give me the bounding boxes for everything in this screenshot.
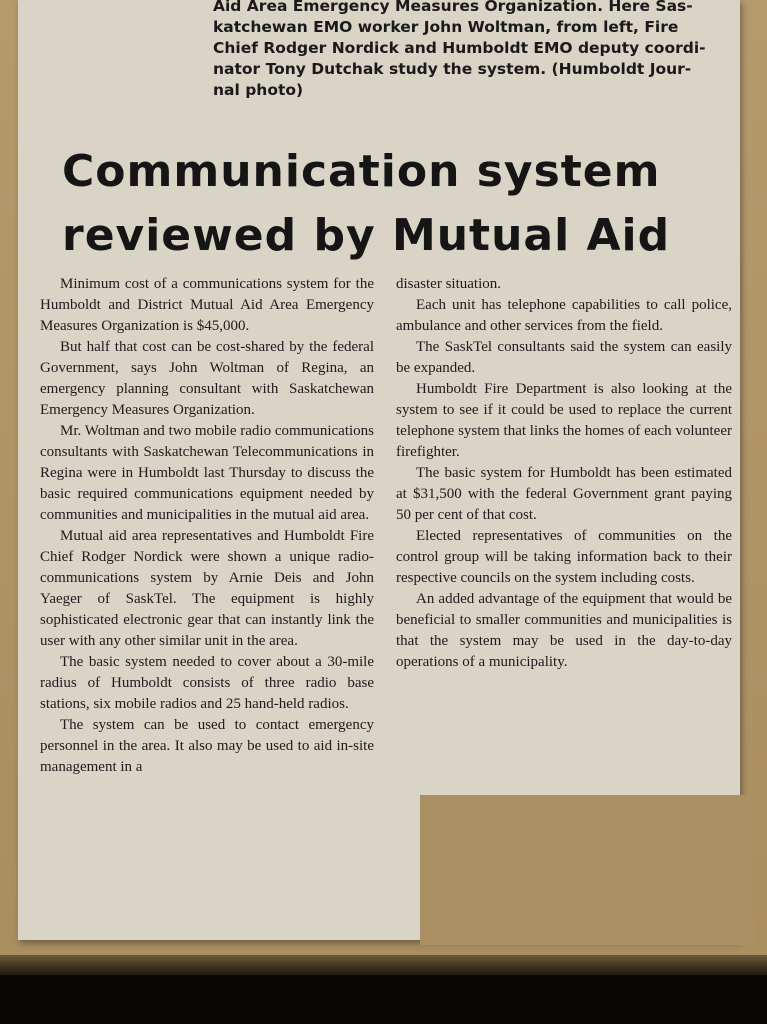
table-surface — [0, 975, 767, 1024]
paragraph: But half that cost can be cost-shared by the federal Government, says John Woltman of Regina, an emergency planning consultant with Saskatchewan Emergency Measures Organization. — [40, 339, 374, 418]
paragraph: disaster situation. — [396, 276, 501, 292]
clipping-cutout — [420, 795, 754, 945]
paragraph: Each unit has telephone capabilities to call police, ambulance and other services from the field. — [396, 297, 732, 334]
paragraph: Elected representatives of communities on the control group will be taking information back to their respective councils on the system including costs. — [396, 528, 732, 586]
caption-line: nator Tony Dutchak study the system. (Humboldt Jour- — [213, 60, 692, 78]
caption-line: katchewan EMO worker John Woltman, from left, Fire — [213, 18, 679, 36]
paragraph: An added advantage of the equipment that would be beneficial to smaller communities and municipalities is that the system may be used in the day-to-day operations of a municipality. — [396, 591, 732, 670]
caption-line: Aid Area Emergency Measures Organization. Here Sas- — [213, 0, 693, 15]
paragraph: Mutual aid area representatives and Humboldt Fire Chief Rodger Nordick were shown a unique radio-communications system by Arnie Deis and John Yaeger of SaskTel. The equipment is highly sophisticated electronic gear that can instantly link the user with any other similar unit in the area. — [40, 528, 374, 649]
paragraph: The system can be used to contact emergency personnel in the area. It also may be used to aid in-site management in a — [40, 717, 374, 775]
page-edge — [0, 955, 767, 975]
paragraph: Mr. Woltman and two mobile radio communications consultants with Saskatchewan Telecommunications in Regina were in Humboldt last Thursday to discuss the basic required communications equipment needed by communities and municipalities in the mutual aid area. — [40, 423, 374, 523]
paragraph: The basic system for Humboldt has been estimated at $31,500 with the federal Government grant paying 50 per cent of that cost. — [396, 465, 732, 523]
paragraph: Minimum cost of a communications system for the Humboldt and District Mutual Aid Area Emergency Measures Organization is $45,000. — [40, 276, 374, 334]
headline-line-1: Communication system — [62, 146, 661, 197]
caption-line: nal photo) — [213, 81, 304, 99]
paragraph: The basic system needed to cover about a 30-mile radius of Humboldt consists of three radio base stations, six mobile radios and 25 hand-held radios. — [40, 654, 374, 712]
headline — [62, 140, 742, 268]
paragraph: The SaskTel consultants said the system can easily be expanded. — [396, 339, 732, 376]
article-column-left — [40, 274, 374, 778]
photo-caption — [213, 0, 748, 101]
headline-line-2: reviewed by Mutual Aid — [62, 210, 671, 261]
article-column-right — [396, 274, 732, 673]
paragraph: Humboldt Fire Department is also looking at the system to see if it could be used to replace the current telephone system that links the homes of each volunteer firefighter. — [396, 381, 732, 460]
caption-line: Chief Rodger Nordick and Humboldt EMO deputy coordi- — [213, 39, 706, 57]
